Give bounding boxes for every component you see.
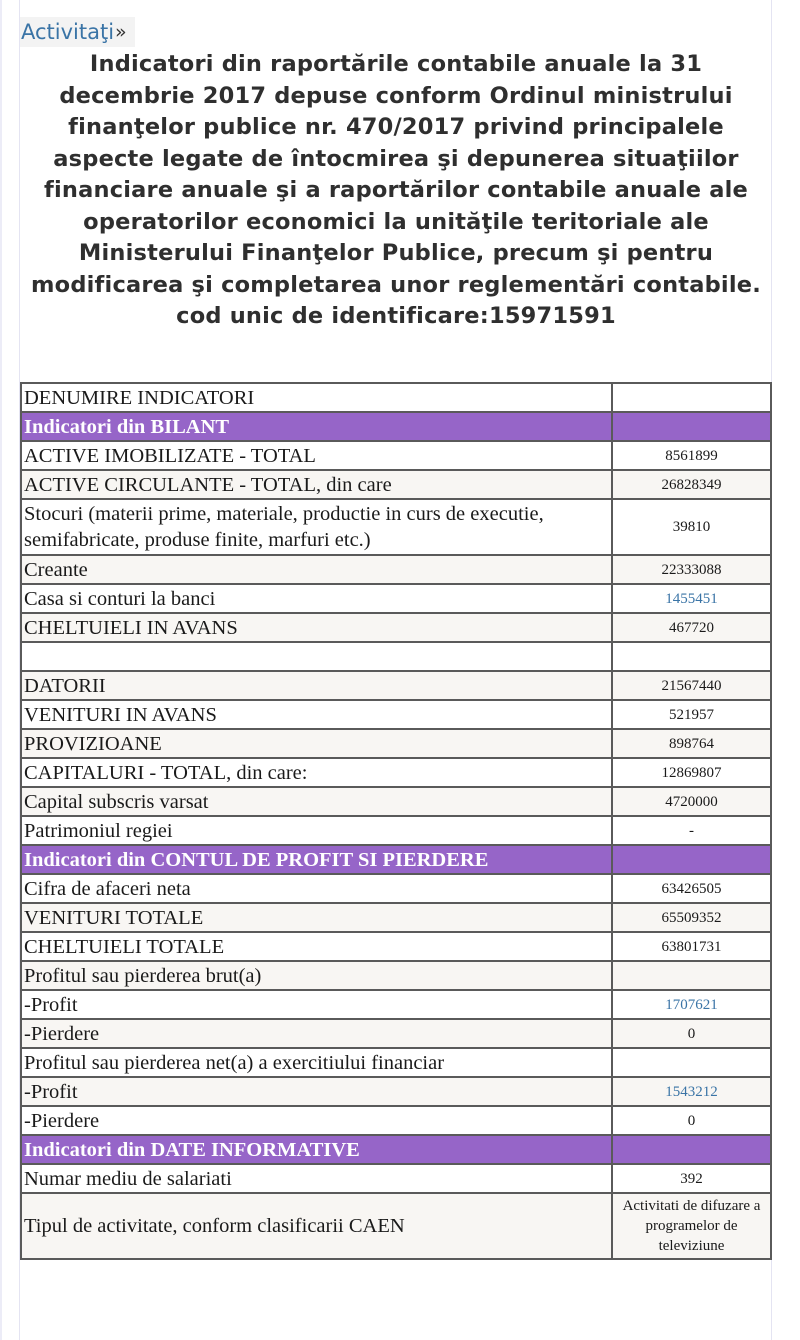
table-row bbox=[21, 613, 771, 642]
table-row bbox=[21, 874, 771, 903]
indicator-label: ACTIVE CIRCULANTE - TOTAL, din care bbox=[21, 470, 612, 499]
indicator-value: 0 bbox=[612, 1019, 771, 1048]
indicator-label: Capital subscris varsat bbox=[21, 787, 612, 816]
indicator-label: Cifra de afaceri neta bbox=[21, 874, 612, 903]
cui-line bbox=[20, 301, 772, 333]
indicator-label: Casa si conturi la banci bbox=[21, 584, 612, 613]
indicator-value bbox=[612, 961, 771, 990]
table-row bbox=[21, 1193, 771, 1259]
cui-value: 15971591 bbox=[488, 303, 616, 329]
indicator-value: 26828349 bbox=[612, 470, 771, 499]
indicator-label: Tipul de activitate, conform clasificarii CAEN bbox=[21, 1193, 612, 1259]
indicator-label: Stocuri (materii prime, materiale, productie in curs de executie, semifabricate, produse finite, marfuri etc.) bbox=[21, 499, 612, 555]
indicator-value: 39810 bbox=[612, 499, 771, 555]
indicator-label: VENITURI IN AVANS bbox=[21, 700, 612, 729]
table-row bbox=[21, 700, 771, 729]
indicator-value: 63801731 bbox=[612, 932, 771, 961]
indicator-value[interactable]: 1707621 bbox=[612, 990, 771, 1019]
header-value bbox=[612, 383, 771, 412]
indicator-label: Numar mediu de salariati bbox=[21, 1164, 612, 1193]
indicator-label: ACTIVE IMOBILIZATE - TOTAL bbox=[21, 441, 612, 470]
indicator-label: -Profit bbox=[21, 1077, 612, 1106]
breadcrumb-link-activitati[interactable]: Activitaţi bbox=[21, 20, 115, 44]
indicator-value: 12869807 bbox=[612, 758, 771, 787]
indicator-label: -Pierdere bbox=[21, 1019, 612, 1048]
table-row bbox=[21, 555, 771, 584]
table-row bbox=[21, 671, 771, 700]
indicator-label: -Pierdere bbox=[21, 1106, 612, 1135]
cui-label: cod unic de identificare: bbox=[176, 303, 489, 329]
indicator-value: Activitati de difuzare a programelor de televiziune bbox=[612, 1193, 771, 1259]
table-row bbox=[21, 758, 771, 787]
indicator-label: DATORII bbox=[21, 671, 612, 700]
section-value bbox=[612, 845, 771, 874]
indicator-value: 65509352 bbox=[612, 903, 771, 932]
breadcrumb-separator: » bbox=[115, 21, 127, 43]
indicator-value: 392 bbox=[612, 1164, 771, 1193]
table-row bbox=[21, 1048, 771, 1077]
indicator-value: 21567440 bbox=[612, 671, 771, 700]
table-row bbox=[21, 1164, 771, 1193]
table-row bbox=[21, 990, 771, 1019]
table-row bbox=[21, 584, 771, 613]
indicator-label: Profitul sau pierderea brut(a) bbox=[21, 961, 612, 990]
section-title: Indicatori din CONTUL DE PROFIT SI PIERDERE bbox=[21, 845, 612, 874]
indicator-value: 8561899 bbox=[612, 441, 771, 470]
indicator-label: CHELTUIELI TOTALE bbox=[21, 932, 612, 961]
page-title bbox=[20, 49, 772, 333]
indicator-label: Creante bbox=[21, 555, 612, 584]
table-row bbox=[21, 903, 771, 932]
page-title-text: Indicatori din raportările contabile anuale la 31 decembrie 2017 depuse conform Ordinul ministrului finanţelor publice nr. 470/2017 privind principalele aspecte legate de întocmirea şi depunerea situaţiilor financiare anuale şi a raportărilor contabile anuale ale operatorilor economici la unităţile teritoriale ale Ministerului Finanţelor Publice, precum şi pentru modificarea şi completarea unor reglementări contabile. bbox=[31, 51, 761, 298]
indicator-value bbox=[612, 642, 771, 671]
table-row bbox=[21, 441, 771, 470]
section-header-row bbox=[21, 845, 771, 874]
indicator-label: VENITURI TOTALE bbox=[21, 903, 612, 932]
indicator-label: CHELTUIELI IN AVANS bbox=[21, 613, 612, 642]
indicators-table bbox=[20, 382, 772, 1260]
indicator-label: Profitul sau pierderea net(a) a exercitiului financiar bbox=[21, 1048, 612, 1077]
indicator-value[interactable]: 1455451 bbox=[612, 584, 771, 613]
page-left-edge bbox=[0, 0, 2, 1340]
section-header-row bbox=[21, 412, 771, 441]
table-row bbox=[21, 787, 771, 816]
table-row bbox=[21, 932, 771, 961]
indicator-value: 467720 bbox=[612, 613, 771, 642]
indicator-value bbox=[612, 1048, 771, 1077]
indicator-value: 0 bbox=[612, 1106, 771, 1135]
table-row bbox=[21, 470, 771, 499]
table-row bbox=[21, 816, 771, 845]
table-row bbox=[21, 1019, 771, 1048]
section-value bbox=[612, 412, 771, 441]
table-row bbox=[21, 961, 771, 990]
indicator-label bbox=[21, 642, 612, 671]
section-title: Indicatori din BILANT bbox=[21, 412, 612, 441]
table-row bbox=[21, 499, 771, 555]
indicator-value: 22333088 bbox=[612, 555, 771, 584]
header-label: DENUMIRE INDICATORI bbox=[21, 383, 612, 412]
indicator-value: 4720000 bbox=[612, 787, 771, 816]
indicator-label: PROVIZIOANE bbox=[21, 729, 612, 758]
indicator-value: - bbox=[612, 816, 771, 845]
table-row bbox=[21, 1106, 771, 1135]
indicator-value: 521957 bbox=[612, 700, 771, 729]
section-title: Indicatori din DATE INFORMATIVE bbox=[21, 1135, 612, 1164]
indicator-label: CAPITALURI - TOTAL, din care: bbox=[21, 758, 612, 787]
breadcrumb bbox=[20, 17, 135, 47]
section-value bbox=[612, 1135, 771, 1164]
table-row bbox=[21, 729, 771, 758]
indicator-value[interactable]: 1543212 bbox=[612, 1077, 771, 1106]
table-row bbox=[21, 1077, 771, 1106]
indicator-value: 63426505 bbox=[612, 874, 771, 903]
indicator-value: 898764 bbox=[612, 729, 771, 758]
table-header-row bbox=[21, 383, 771, 412]
indicator-label: Patrimoniul regiei bbox=[21, 816, 612, 845]
indicator-label: -Profit bbox=[21, 990, 612, 1019]
table-row bbox=[21, 642, 771, 671]
section-header-row bbox=[21, 1135, 771, 1164]
